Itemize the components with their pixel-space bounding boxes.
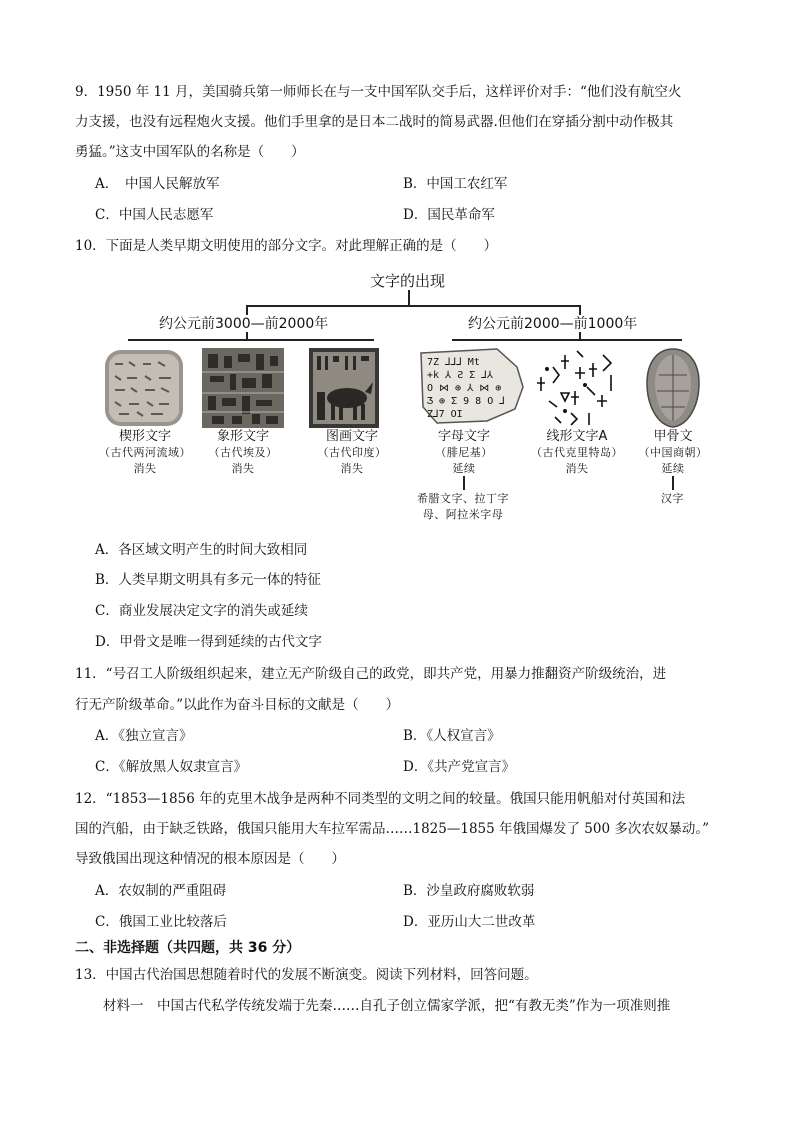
tablet-line-4: Ʒ ⊕ Ʃ 9 8 O ⅃ — [427, 396, 505, 407]
script-fate: 消失 — [133, 462, 157, 475]
diagram-connector — [128, 339, 374, 341]
alphabet-descendants — [398, 491, 528, 523]
q13-stem: 13．中国古代治国思想随着时代的发展不断演变。阅读下列材料，回答问题。 — [75, 967, 538, 983]
descendants-line-1: 希腊文字、拉丁字 — [417, 492, 509, 505]
q10-option-c: C．商业发展决定文字的消失或延续 — [95, 603, 308, 619]
q12-option-d: D．亚历山大二世改革 — [403, 914, 536, 930]
script-name: 象形文字 — [216, 429, 269, 444]
q9-stem-line1: 9．1950 年 11 月，美国骑兵第一师师长在与一支中国军队交手后，这样评价对手：“他们没有航空火 — [75, 84, 682, 100]
diagram-connector — [452, 339, 682, 341]
q9-option-b: B．中国工农红军 — [403, 176, 508, 192]
script-name: 线形文字A — [546, 429, 608, 444]
q12-option-c: C．俄国工业比较落后 — [95, 914, 227, 930]
caption-hieroglyph — [188, 429, 298, 477]
caption-oracle-bone — [618, 429, 728, 477]
q9-option-d: D．国民革命军 — [403, 207, 495, 223]
descendant-chinese: 汉字 — [661, 492, 684, 505]
q9-stem-line2: 力支援，也没有远程炮火支援。他们手里拿的是日本二战时的简易武器.但他们在穿插分割中动作极其 — [75, 114, 674, 130]
caption-indus — [297, 429, 407, 477]
q10-stem: 10．下面是人类早期文明使用的部分文字。对此理解正确的是（ ） — [75, 238, 498, 254]
caption-cuneiform — [90, 429, 200, 477]
q12-stem-line2: 国的汽船，由于缺乏铁路，俄国只能用大车拉军需品……1825—1855 年俄国爆发了 500 多次农奴暴动。” — [75, 821, 710, 837]
caption-linear-a — [522, 429, 632, 477]
diagram-connector — [246, 305, 580, 307]
diagram-connector — [463, 476, 465, 490]
script-origin: （古代埃及） — [208, 446, 278, 459]
q11-option-d: D．《共产党宣言》 — [403, 759, 516, 775]
script-name: 甲骨文 — [653, 429, 693, 444]
cuneiform-tablet-image — [103, 348, 185, 428]
q11-option-b: B．《人权宣言》 — [403, 728, 501, 744]
script-fate: 延续 — [661, 462, 685, 475]
q11-stem-line1: 11．“号召工人阶级组织起来，建立无产阶级自己的政党，即共产党，用暴力推翻资产阶级统治，进 — [75, 666, 667, 682]
diagram-title: 文字的出现 — [370, 272, 446, 290]
period-right: 约公元前2000—前1000年 — [468, 316, 638, 332]
section-heading: 二、非选择题（共四题，共 36 分） — [75, 940, 301, 956]
q13-material-1: 材料一 中国古代私学传统发端于先秦……自孔子创立儒家学派，把“有教无类”作为一项准则推 — [103, 998, 671, 1014]
diagram-connector — [672, 476, 674, 490]
q12-stem-line3: 导致俄国出现这种情况的根本原因是（ ） — [75, 851, 345, 867]
hieroglyph-image — [202, 348, 284, 428]
script-name: 楔形文字 — [118, 429, 171, 444]
q10-option-b: B．人类早期文明具有多元一体的特征 — [95, 572, 321, 588]
script-origin: （中国商朝） — [638, 446, 708, 459]
script-name: 图画文字 — [325, 429, 378, 444]
diagram-connector — [408, 290, 410, 306]
tablet-line-5: Z⅃7 OI — [427, 409, 463, 420]
q9-option-c: C．中国人民志愿军 — [95, 207, 214, 223]
script-origin: （古代克里特岛） — [531, 446, 623, 459]
q10-option-d: D．甲骨文是唯一得到延续的古代文字 — [95, 634, 322, 650]
linear-a-image — [531, 347, 621, 429]
oracle-bone-image — [645, 347, 701, 429]
q12-option-b: B．沙皇政府腐败软弱 — [403, 883, 535, 899]
script-fate: 消失 — [231, 462, 255, 475]
script-origin: （古代两河流域） — [99, 446, 191, 459]
q12-stem-line1: 12．“1853—1856 年的克里木战争是两种不同类型的文明之间的较量。俄国只能用帆船对付英国和法 — [75, 791, 686, 807]
tablet-line-3: O ⋈ ⊕ ⅄ ⋈ ⊕ — [427, 383, 502, 394]
script-origin: （腓尼基） — [435, 446, 493, 459]
q11-stem-line2: 行无产阶级革命。”以此作为奋斗目标的文献是（ ） — [75, 697, 400, 713]
q12-option-a: A．农奴制的严重阻碍 — [95, 883, 227, 899]
period-left: 约公元前3000—前2000年 — [159, 316, 329, 332]
q10-option-a: A．各区域文明产生的时间大致相同 — [95, 542, 308, 558]
q11-option-a: A．《独立宣言》 — [95, 728, 193, 744]
tablet-line-2: +k ⅄ Ƨ Ʃ ⅃⅄ — [427, 370, 493, 381]
script-name: 字母文字 — [437, 429, 490, 444]
phoenician-tablet-image — [417, 347, 527, 427]
q9-option-a: A． 中国人民解放军 — [95, 176, 220, 192]
script-origin: （古代印度） — [317, 446, 387, 459]
script-fate: 延续 — [452, 462, 476, 475]
indus-seal-image — [309, 348, 379, 428]
script-fate: 消失 — [340, 462, 364, 475]
caption-phoenician — [409, 429, 519, 477]
descendants-line-2: 母、阿拉米字母 — [422, 508, 504, 521]
tablet-line-1: 7Z ⅃⅃⅃ Mt — [427, 357, 480, 368]
script-fate: 消失 — [565, 462, 589, 475]
oracle-descendant — [645, 491, 700, 507]
q9-stem-line3: 勇猛。”这支中国军队的名称是（ ） — [75, 144, 305, 160]
q11-option-c: C．《解放黑人奴隶宣言》 — [95, 759, 248, 775]
